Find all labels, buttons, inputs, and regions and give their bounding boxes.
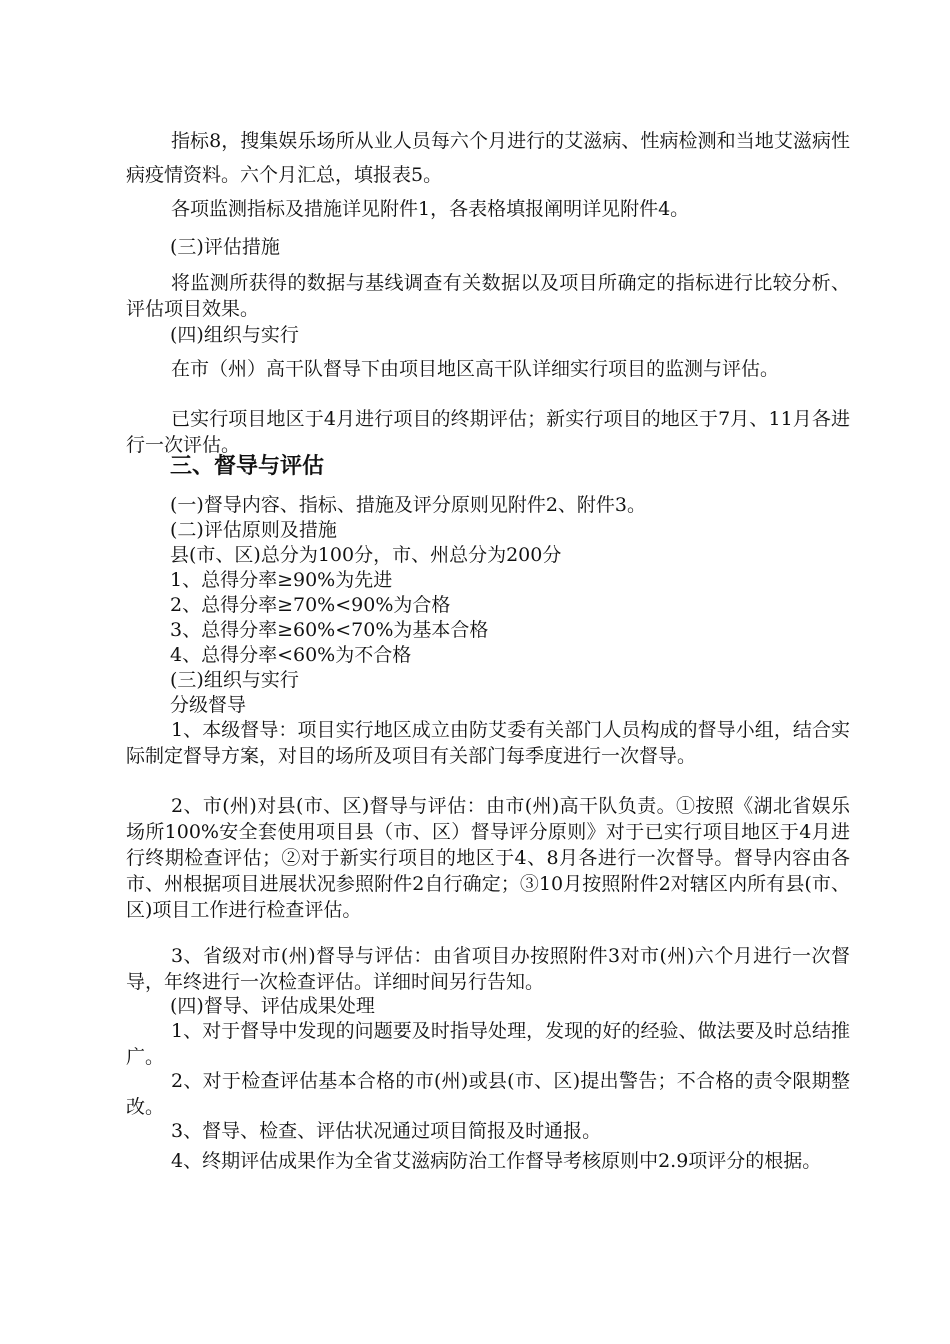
paragraph-total-score: 县(市、区)总分为100分，市、州总分为200分 (170, 544, 562, 566)
paragraph-city-supervision: 2、市(州)对县(市、区)督导与评估：由市(州)高干队负责。①按照《湖北省娱乐场所100%安全套使用项目县（市、区）督导评分原则》对于已实行项目地区于4月进行终期检查评估；②对于新实行项目的地区于4、8月各进行一次督导。督导内容由各市、州根据项目进展状况参照附件2自行确定；③10月按照附件2对辖区内所有县(市、区)项目工作进行检查评估。 (126, 795, 850, 921)
subheading-organization-implementation-2: (三)组织与实行 (170, 669, 299, 691)
list-item-qualified: 2、总得分率≥70%<90%为合格 (170, 594, 451, 616)
section-heading-supervision: 三、督导与评估 (170, 454, 325, 479)
paragraph-comparison-analysis: 将监测所获得的数据与基线调查有关数据以及项目所确定的指标进行比较分析、评估项目效果。 (126, 272, 850, 320)
paragraph-province-supervision: 3、省级对市(州)督导与评估：由省项目办按照附件3对市(州)六个月进行一次督导，年终进行一次检查评估。详细时间另行告知。 (126, 945, 850, 993)
paragraph-evaluation-schedule: 已实行项目地区于4月进行项目的终期评估；新实行项目的地区于7月、11月各进行一次评估。 (126, 408, 850, 456)
subheading-results-handling: (四)督导、评估成果处理 (170, 995, 375, 1017)
paragraph-monitoring-attachments: 各项监测指标及措施详见附件1，各表格填报阐明详见附件4。 (171, 198, 690, 220)
paragraph-handling-4: 4、终期评估成果作为全省艾滋病防治工作督导考核原则中2.9项评分的根据。 (171, 1150, 822, 1172)
paragraph-handling-1: 1、对于督导中发现的问题要及时指导处理，发现的好的经验、做法要及时总结推广。 (126, 1020, 850, 1068)
paragraph-local-supervision: 1、本级督导：项目实行地区成立由防艾委有关部门人员构成的督导小组，结合实际制定督导方案，对目的场所及项目有关部门每季度进行一次督导。 (126, 719, 850, 767)
paragraph-indicator-8: 指标8，搜集娱乐场所从业人员每六个月进行的艾滋病、性病检测和当地艾滋病性病疫情资料。六个月汇总，填报表5。 (126, 130, 850, 186)
paragraph-handling-3: 3、督导、检查、评估状况通过项目简报及时通报。 (171, 1120, 602, 1142)
paragraph-local-team-monitoring: 在市（州）高干队督导下由项目地区高干队详细实行项目的监测与评估。 (171, 358, 780, 380)
list-item-unqualified: 4、总得分率<60%为不合格 (170, 644, 412, 666)
subheading-organization-implementation: (四)组织与实行 (170, 324, 299, 346)
list-item-advanced: 1、总得分率≥90%为先进 (170, 569, 393, 591)
list-item-basic-qualified: 3、总得分率≥60%<70%为基本合格 (170, 619, 489, 641)
subheading-graded-supervision: 分级督导 (170, 694, 247, 716)
subheading-evaluation-measures: (三)评估措施 (170, 236, 280, 258)
paragraph-handling-2: 2、对于检查评估基本合格的市(州)或县(市、区)提出警告；不合格的责令限期整改。 (126, 1070, 850, 1118)
subheading-supervision-content: (一)督导内容、指标、措施及评分原则见附件2、附件3。 (170, 494, 647, 516)
subheading-evaluation-principles: (二)评估原则及措施 (170, 519, 337, 541)
